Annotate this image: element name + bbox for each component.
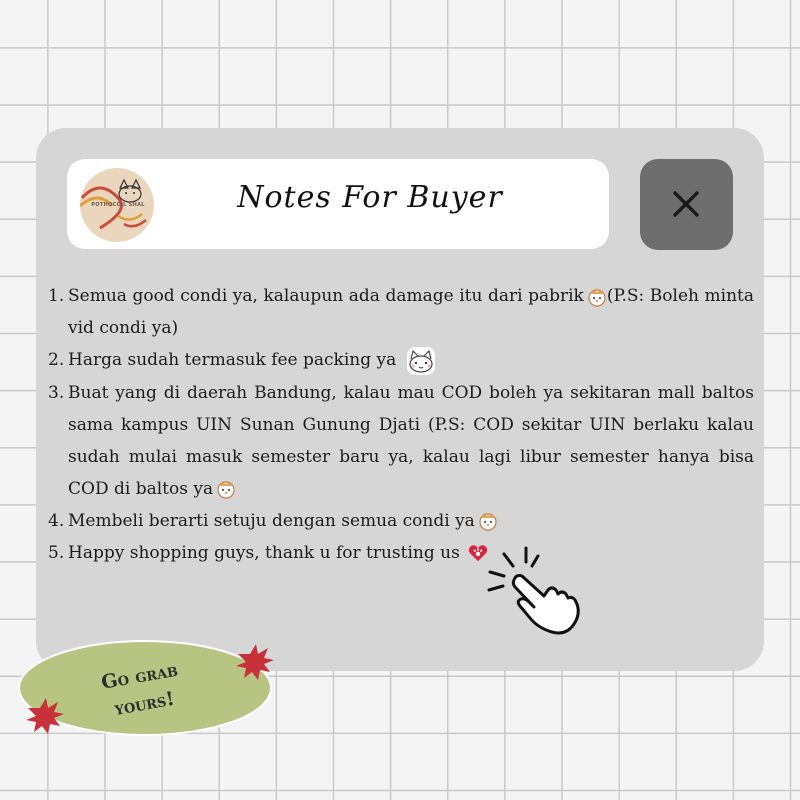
item-number: 3. — [48, 382, 65, 403]
close-icon — [672, 190, 700, 218]
close-button[interactable] — [640, 159, 733, 250]
sticker-line-1: Go grab — [99, 658, 180, 694]
sticker-line-2: yours! — [112, 687, 177, 720]
cat-face-icon — [405, 345, 437, 377]
list-item — [48, 505, 754, 537]
list-item — [48, 377, 754, 505]
logo-text: POTHOCOIL SHAL — [91, 202, 145, 208]
page-title: Notes For Buyer — [237, 180, 503, 215]
pointing-hand-icon — [486, 544, 586, 639]
item-text: Semua good condi ya, kalaupun ada damage itu dari pabrik — [68, 286, 584, 306]
item-number: 5. — [48, 542, 65, 563]
item-text: Membeli berarti setuju dengan semua condi ya — [68, 510, 475, 531]
shop-logo — [80, 168, 154, 242]
hamster-icon — [587, 287, 607, 307]
hamster-icon — [478, 511, 498, 531]
item-text: Buat yang di daerah Bandung, kalau mau COD boleh ya sekitaran mall baltos sama kampus UIN Sunan Gunung Djati (P.S: COD sekitar UIN berlaku kalau sudah mulai masuk semester baru ya, kalau lagi libur semester hanya bisa COD di baltos ya — [68, 382, 754, 499]
list-item — [48, 280, 754, 344]
notes-list — [48, 280, 754, 569]
item-suffix: (P.S: Boleh minta vid condi ya) — [68, 286, 754, 338]
item-number: 2. — [48, 350, 65, 370]
item-text: Happy shopping guys, thank u for trusting us — [68, 542, 460, 563]
item-number: 4. — [48, 510, 65, 531]
hamster-icon — [216, 479, 236, 499]
list-item — [48, 344, 754, 377]
list-item — [48, 537, 754, 569]
item-text: Harga sudah termasuk fee packing ya — [68, 350, 397, 370]
item-number: 1. — [48, 286, 65, 306]
